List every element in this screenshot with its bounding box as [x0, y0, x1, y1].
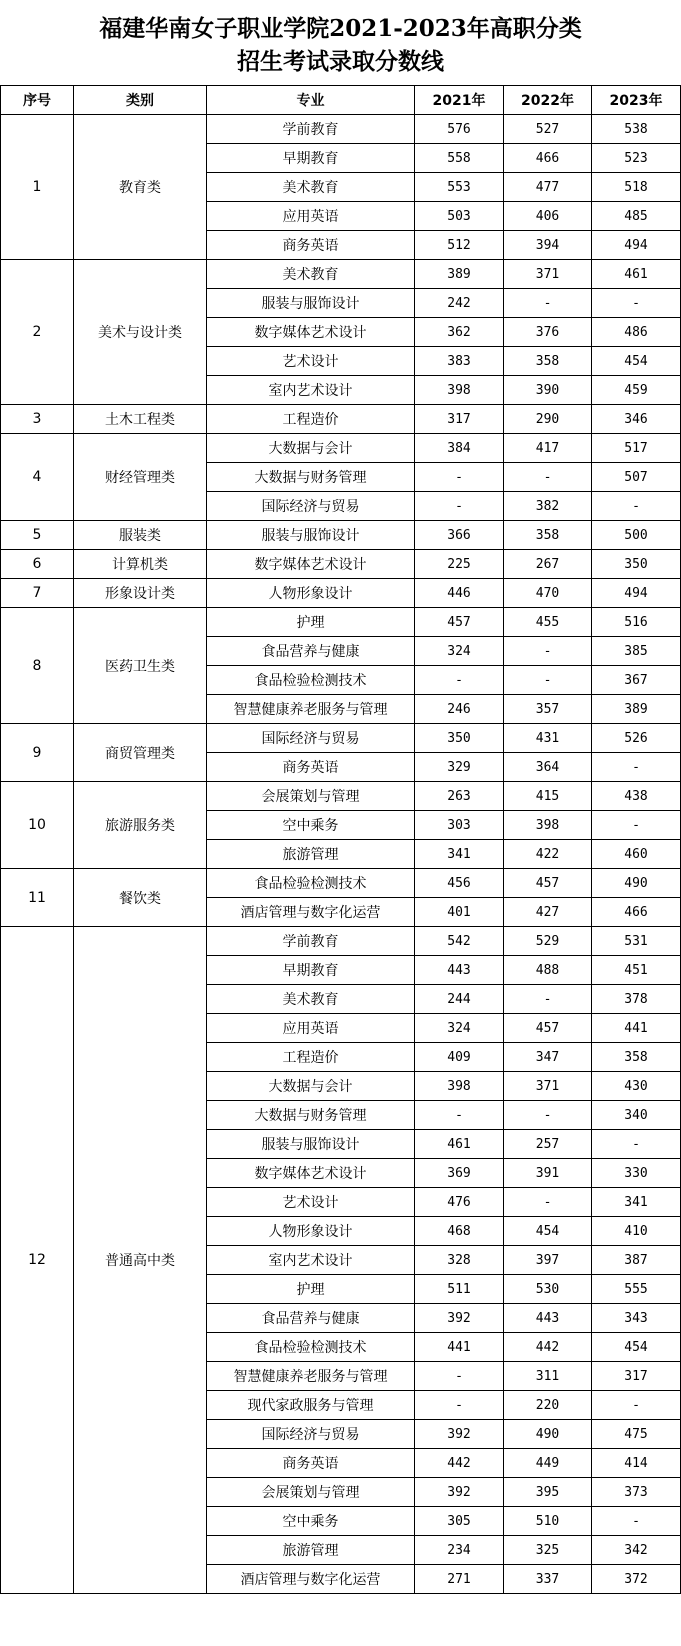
score-cell-2023: 341 [592, 1188, 681, 1217]
score-cell-2022: 527 [504, 115, 592, 144]
score-cell-2023: 494 [592, 579, 681, 608]
major-cell: 食品营养与健康 [207, 1304, 415, 1333]
header-category: 类别 [74, 86, 207, 115]
score-cell-2021: 303 [415, 811, 504, 840]
major-cell: 酒店管理与数字化运营 [207, 1565, 415, 1594]
seq-cell: 5 [1, 521, 74, 550]
score-cell-2021: - [415, 463, 504, 492]
category-cell: 服装类 [74, 521, 207, 550]
major-cell: 应用英语 [207, 202, 415, 231]
major-cell: 商务英语 [207, 1449, 415, 1478]
score-cell-2022: 443 [504, 1304, 592, 1333]
score-cell-2023: 523 [592, 144, 681, 173]
category-cell: 教育类 [74, 115, 207, 260]
score-cell-2021: 461 [415, 1130, 504, 1159]
score-cell-2023: 500 [592, 521, 681, 550]
major-cell: 国际经济与贸易 [207, 724, 415, 753]
score-cell-2022: 220 [504, 1391, 592, 1420]
score-cell-2023: 555 [592, 1275, 681, 1304]
score-cell-2021: 234 [415, 1536, 504, 1565]
score-cell-2023: 454 [592, 1333, 681, 1362]
seq-cell: 3 [1, 405, 74, 434]
score-cell-2022: 397 [504, 1246, 592, 1275]
score-cell-2023: 430 [592, 1072, 681, 1101]
major-cell: 食品营养与健康 [207, 637, 415, 666]
score-cell-2023: 330 [592, 1159, 681, 1188]
major-cell: 商务英语 [207, 753, 415, 782]
major-cell: 智慧健康养老服务与管理 [207, 695, 415, 724]
score-cell-2022: 337 [504, 1565, 592, 1594]
score-cell-2021: 409 [415, 1043, 504, 1072]
score-cell-2021: - [415, 492, 504, 521]
score-cell-2021: - [415, 666, 504, 695]
table-body [1, 115, 681, 1594]
score-cell-2022: - [504, 1101, 592, 1130]
header-row [1, 86, 681, 115]
category-cell: 土木工程类 [74, 405, 207, 434]
score-cell-2021: 328 [415, 1246, 504, 1275]
seq-cell: 2 [1, 260, 74, 405]
major-cell: 数字媒体艺术设计 [207, 318, 415, 347]
score-cell-2022: 457 [504, 869, 592, 898]
score-cell-2022: 267 [504, 550, 592, 579]
score-cell-2021: 350 [415, 724, 504, 753]
category-cell: 旅游服务类 [74, 782, 207, 869]
score-cell-2023: 517 [592, 434, 681, 463]
score-cell-2022: 530 [504, 1275, 592, 1304]
score-cell-2022: 417 [504, 434, 592, 463]
major-cell: 智慧健康养老服务与管理 [207, 1362, 415, 1391]
score-cell-2023: 343 [592, 1304, 681, 1333]
seq-cell: 9 [1, 724, 74, 782]
header-2022: 2022年 [504, 86, 592, 115]
major-cell: 会展策划与管理 [207, 1478, 415, 1507]
major-cell: 商务英语 [207, 231, 415, 260]
score-cell-2023: 485 [592, 202, 681, 231]
score-cell-2022: 358 [504, 347, 592, 376]
score-cell-2022: 510 [504, 1507, 592, 1536]
score-cell-2022: 477 [504, 173, 592, 202]
score-cell-2023: - [592, 753, 681, 782]
major-cell: 美术教育 [207, 173, 415, 202]
document-title-line2: 招生考试录取分数线 [237, 48, 444, 75]
score-cell-2022: 455 [504, 608, 592, 637]
score-cell-2022: 382 [504, 492, 592, 521]
category-cell: 普通高中类 [74, 927, 207, 1594]
major-cell: 食品检验检测技术 [207, 1333, 415, 1362]
score-cell-2023: 451 [592, 956, 681, 985]
major-cell: 食品检验检测技术 [207, 869, 415, 898]
score-cell-2022: 398 [504, 811, 592, 840]
score-cell-2021: 442 [415, 1449, 504, 1478]
score-cell-2021: 271 [415, 1565, 504, 1594]
score-cell-2022: 431 [504, 724, 592, 753]
score-cell-2021: 263 [415, 782, 504, 811]
score-cell-2021: - [415, 1391, 504, 1420]
category-cell: 美术与设计类 [74, 260, 207, 405]
seq-cell: 12 [1, 927, 74, 1594]
score-cell-2023: 414 [592, 1449, 681, 1478]
score-cell-2023: - [592, 1391, 681, 1420]
major-cell: 室内艺术设计 [207, 376, 415, 405]
score-cell-2023: 490 [592, 869, 681, 898]
score-cell-2022: 466 [504, 144, 592, 173]
score-cell-2021: 225 [415, 550, 504, 579]
seq-cell: 8 [1, 608, 74, 724]
score-cell-2022: 395 [504, 1478, 592, 1507]
score-cell-2021: 329 [415, 753, 504, 782]
major-cell: 应用英语 [207, 1014, 415, 1043]
score-cell-2021: 441 [415, 1333, 504, 1362]
score-cell-2022: - [504, 666, 592, 695]
score-cell-2022: 488 [504, 956, 592, 985]
score-cell-2022: 406 [504, 202, 592, 231]
score-cell-2023: 340 [592, 1101, 681, 1130]
score-cell-2022: 442 [504, 1333, 592, 1362]
category-cell: 财经管理类 [74, 434, 207, 521]
major-cell: 护理 [207, 1275, 415, 1304]
category-cell: 计算机类 [74, 550, 207, 579]
score-cell-2021: 553 [415, 173, 504, 202]
score-cell-2023: 358 [592, 1043, 681, 1072]
score-cell-2021: 511 [415, 1275, 504, 1304]
major-cell: 学前教育 [207, 115, 415, 144]
score-cell-2023: - [592, 1507, 681, 1536]
score-cell-2021: 366 [415, 521, 504, 550]
score-cell-2021: 384 [415, 434, 504, 463]
score-cell-2022: 357 [504, 695, 592, 724]
major-cell: 艺术设计 [207, 347, 415, 376]
major-cell: 护理 [207, 608, 415, 637]
score-cell-2021: 456 [415, 869, 504, 898]
header-2021: 2021年 [415, 86, 504, 115]
score-cell-2023: 494 [592, 231, 681, 260]
table-row [1, 434, 681, 463]
score-cell-2021: 392 [415, 1304, 504, 1333]
score-cell-2021: 576 [415, 115, 504, 144]
score-cell-2023: 507 [592, 463, 681, 492]
score-cell-2021: 446 [415, 579, 504, 608]
score-cell-2022: 390 [504, 376, 592, 405]
major-cell: 旅游管理 [207, 1536, 415, 1565]
major-cell: 空中乘务 [207, 811, 415, 840]
score-cell-2023: 538 [592, 115, 681, 144]
major-cell: 食品检验检测技术 [207, 666, 415, 695]
header-seq: 序号 [1, 86, 74, 115]
score-cell-2021: 324 [415, 637, 504, 666]
score-cell-2021: 324 [415, 1014, 504, 1043]
score-cell-2023: 460 [592, 840, 681, 869]
score-cell-2021: 369 [415, 1159, 504, 1188]
score-cell-2021: 317 [415, 405, 504, 434]
score-cell-2022: 364 [504, 753, 592, 782]
table-row [1, 115, 681, 144]
score-cell-2022: 391 [504, 1159, 592, 1188]
major-cell: 艺术设计 [207, 1188, 415, 1217]
score-cell-2022: 490 [504, 1420, 592, 1449]
seq-cell: 7 [1, 579, 74, 608]
document-title-line1: 福建华南女子职业学院2021-2023年高职分类 [99, 15, 582, 42]
score-cell-2022: 311 [504, 1362, 592, 1391]
major-cell: 国际经济与贸易 [207, 492, 415, 521]
score-cell-2021: - [415, 1101, 504, 1130]
score-cell-2023: 342 [592, 1536, 681, 1565]
score-cell-2021: 305 [415, 1507, 504, 1536]
score-cell-2022: 358 [504, 521, 592, 550]
score-cell-2022: 470 [504, 579, 592, 608]
score-cell-2023: 454 [592, 347, 681, 376]
major-cell: 数字媒体艺术设计 [207, 550, 415, 579]
major-cell: 大数据与会计 [207, 1072, 415, 1101]
score-cell-2023: 367 [592, 666, 681, 695]
major-cell: 早期教育 [207, 956, 415, 985]
score-cell-2022: 529 [504, 927, 592, 956]
score-cell-2022: 449 [504, 1449, 592, 1478]
major-cell: 服装与服饰设计 [207, 289, 415, 318]
score-cell-2023: 459 [592, 376, 681, 405]
score-cell-2023: 373 [592, 1478, 681, 1507]
score-cell-2023: 317 [592, 1362, 681, 1391]
major-cell: 现代家政服务与管理 [207, 1391, 415, 1420]
major-cell: 美术教育 [207, 260, 415, 289]
score-cell-2022: 394 [504, 231, 592, 260]
score-cell-2023: - [592, 492, 681, 521]
score-cell-2021: 398 [415, 1072, 504, 1101]
major-cell: 室内艺术设计 [207, 1246, 415, 1275]
score-cell-2022: 325 [504, 1536, 592, 1565]
header-major: 专业 [207, 86, 415, 115]
score-cell-2023: 385 [592, 637, 681, 666]
score-cell-2021: 392 [415, 1420, 504, 1449]
score-cell-2023: 350 [592, 550, 681, 579]
score-cell-2022: 371 [504, 1072, 592, 1101]
score-cell-2021: 383 [415, 347, 504, 376]
table-row [1, 724, 681, 753]
header-2023: 2023年 [592, 86, 681, 115]
score-cell-2022: - [504, 463, 592, 492]
score-cell-2023: - [592, 811, 681, 840]
score-cell-2023: 372 [592, 1565, 681, 1594]
score-cell-2022: 371 [504, 260, 592, 289]
score-cell-2023: 526 [592, 724, 681, 753]
seq-cell: 4 [1, 434, 74, 521]
seq-cell: 1 [1, 115, 74, 260]
score-cell-2021: 443 [415, 956, 504, 985]
score-cell-2022: - [504, 985, 592, 1014]
major-cell: 人物形象设计 [207, 1217, 415, 1246]
table-row [1, 260, 681, 289]
score-cell-2021: 398 [415, 376, 504, 405]
score-cell-2022: 457 [504, 1014, 592, 1043]
score-cell-2021: 389 [415, 260, 504, 289]
table-row [1, 608, 681, 637]
score-cell-2023: 441 [592, 1014, 681, 1043]
category-cell: 医药卫生类 [74, 608, 207, 724]
score-cell-2021: 457 [415, 608, 504, 637]
table-row [1, 579, 681, 608]
score-cell-2023: - [592, 1130, 681, 1159]
score-cell-2023: 475 [592, 1420, 681, 1449]
category-cell: 形象设计类 [74, 579, 207, 608]
major-cell: 学前教育 [207, 927, 415, 956]
scores-table [0, 85, 681, 1594]
score-cell-2022: 422 [504, 840, 592, 869]
score-cell-2021: 246 [415, 695, 504, 724]
major-cell: 国际经济与贸易 [207, 1420, 415, 1449]
score-cell-2022: - [504, 1188, 592, 1217]
score-cell-2021: 558 [415, 144, 504, 173]
major-cell: 酒店管理与数字化运营 [207, 898, 415, 927]
score-cell-2022: 290 [504, 405, 592, 434]
score-cell-2022: 257 [504, 1130, 592, 1159]
score-cell-2022: 415 [504, 782, 592, 811]
score-cell-2021: 468 [415, 1217, 504, 1246]
score-cell-2023: 346 [592, 405, 681, 434]
score-cell-2021: 542 [415, 927, 504, 956]
major-cell: 服装与服饰设计 [207, 1130, 415, 1159]
score-cell-2021: 244 [415, 985, 504, 1014]
score-cell-2022: 427 [504, 898, 592, 927]
major-cell: 大数据与财务管理 [207, 463, 415, 492]
score-cell-2021: 476 [415, 1188, 504, 1217]
category-cell: 餐饮类 [74, 869, 207, 927]
major-cell: 大数据与财务管理 [207, 1101, 415, 1130]
score-cell-2023: 518 [592, 173, 681, 202]
score-cell-2021: 362 [415, 318, 504, 347]
score-cell-2023: - [592, 289, 681, 318]
score-cell-2023: 486 [592, 318, 681, 347]
score-cell-2021: 242 [415, 289, 504, 318]
score-cell-2023: 461 [592, 260, 681, 289]
score-cell-2021: - [415, 1362, 504, 1391]
table-row [1, 869, 681, 898]
score-cell-2021: 503 [415, 202, 504, 231]
major-cell: 早期教育 [207, 144, 415, 173]
table-row [1, 550, 681, 579]
major-cell: 人物形象设计 [207, 579, 415, 608]
table-row [1, 782, 681, 811]
score-cell-2021: 392 [415, 1478, 504, 1507]
score-cell-2023: 389 [592, 695, 681, 724]
score-cell-2022: 347 [504, 1043, 592, 1072]
score-cell-2022: - [504, 637, 592, 666]
score-cell-2021: 341 [415, 840, 504, 869]
seq-cell: 10 [1, 782, 74, 869]
major-cell: 旅游管理 [207, 840, 415, 869]
major-cell: 美术教育 [207, 985, 415, 1014]
major-cell: 数字媒体艺术设计 [207, 1159, 415, 1188]
score-cell-2023: 516 [592, 608, 681, 637]
score-cell-2023: 387 [592, 1246, 681, 1275]
major-cell: 服装与服饰设计 [207, 521, 415, 550]
table-row [1, 521, 681, 550]
score-cell-2023: 438 [592, 782, 681, 811]
score-cell-2023: 410 [592, 1217, 681, 1246]
seq-cell: 6 [1, 550, 74, 579]
major-cell: 会展策划与管理 [207, 782, 415, 811]
score-cell-2022: 376 [504, 318, 592, 347]
score-cell-2023: 466 [592, 898, 681, 927]
score-cell-2022: - [504, 289, 592, 318]
table-row [1, 927, 681, 956]
score-cell-2023: 531 [592, 927, 681, 956]
score-cell-2021: 512 [415, 231, 504, 260]
seq-cell: 11 [1, 869, 74, 927]
category-cell: 商贸管理类 [74, 724, 207, 782]
major-cell: 工程造价 [207, 1043, 415, 1072]
score-cell-2023: 378 [592, 985, 681, 1014]
score-cell-2022: 454 [504, 1217, 592, 1246]
major-cell: 空中乘务 [207, 1507, 415, 1536]
major-cell: 工程造价 [207, 405, 415, 434]
score-cell-2021: 401 [415, 898, 504, 927]
table-row [1, 405, 681, 434]
major-cell: 大数据与会计 [207, 434, 415, 463]
